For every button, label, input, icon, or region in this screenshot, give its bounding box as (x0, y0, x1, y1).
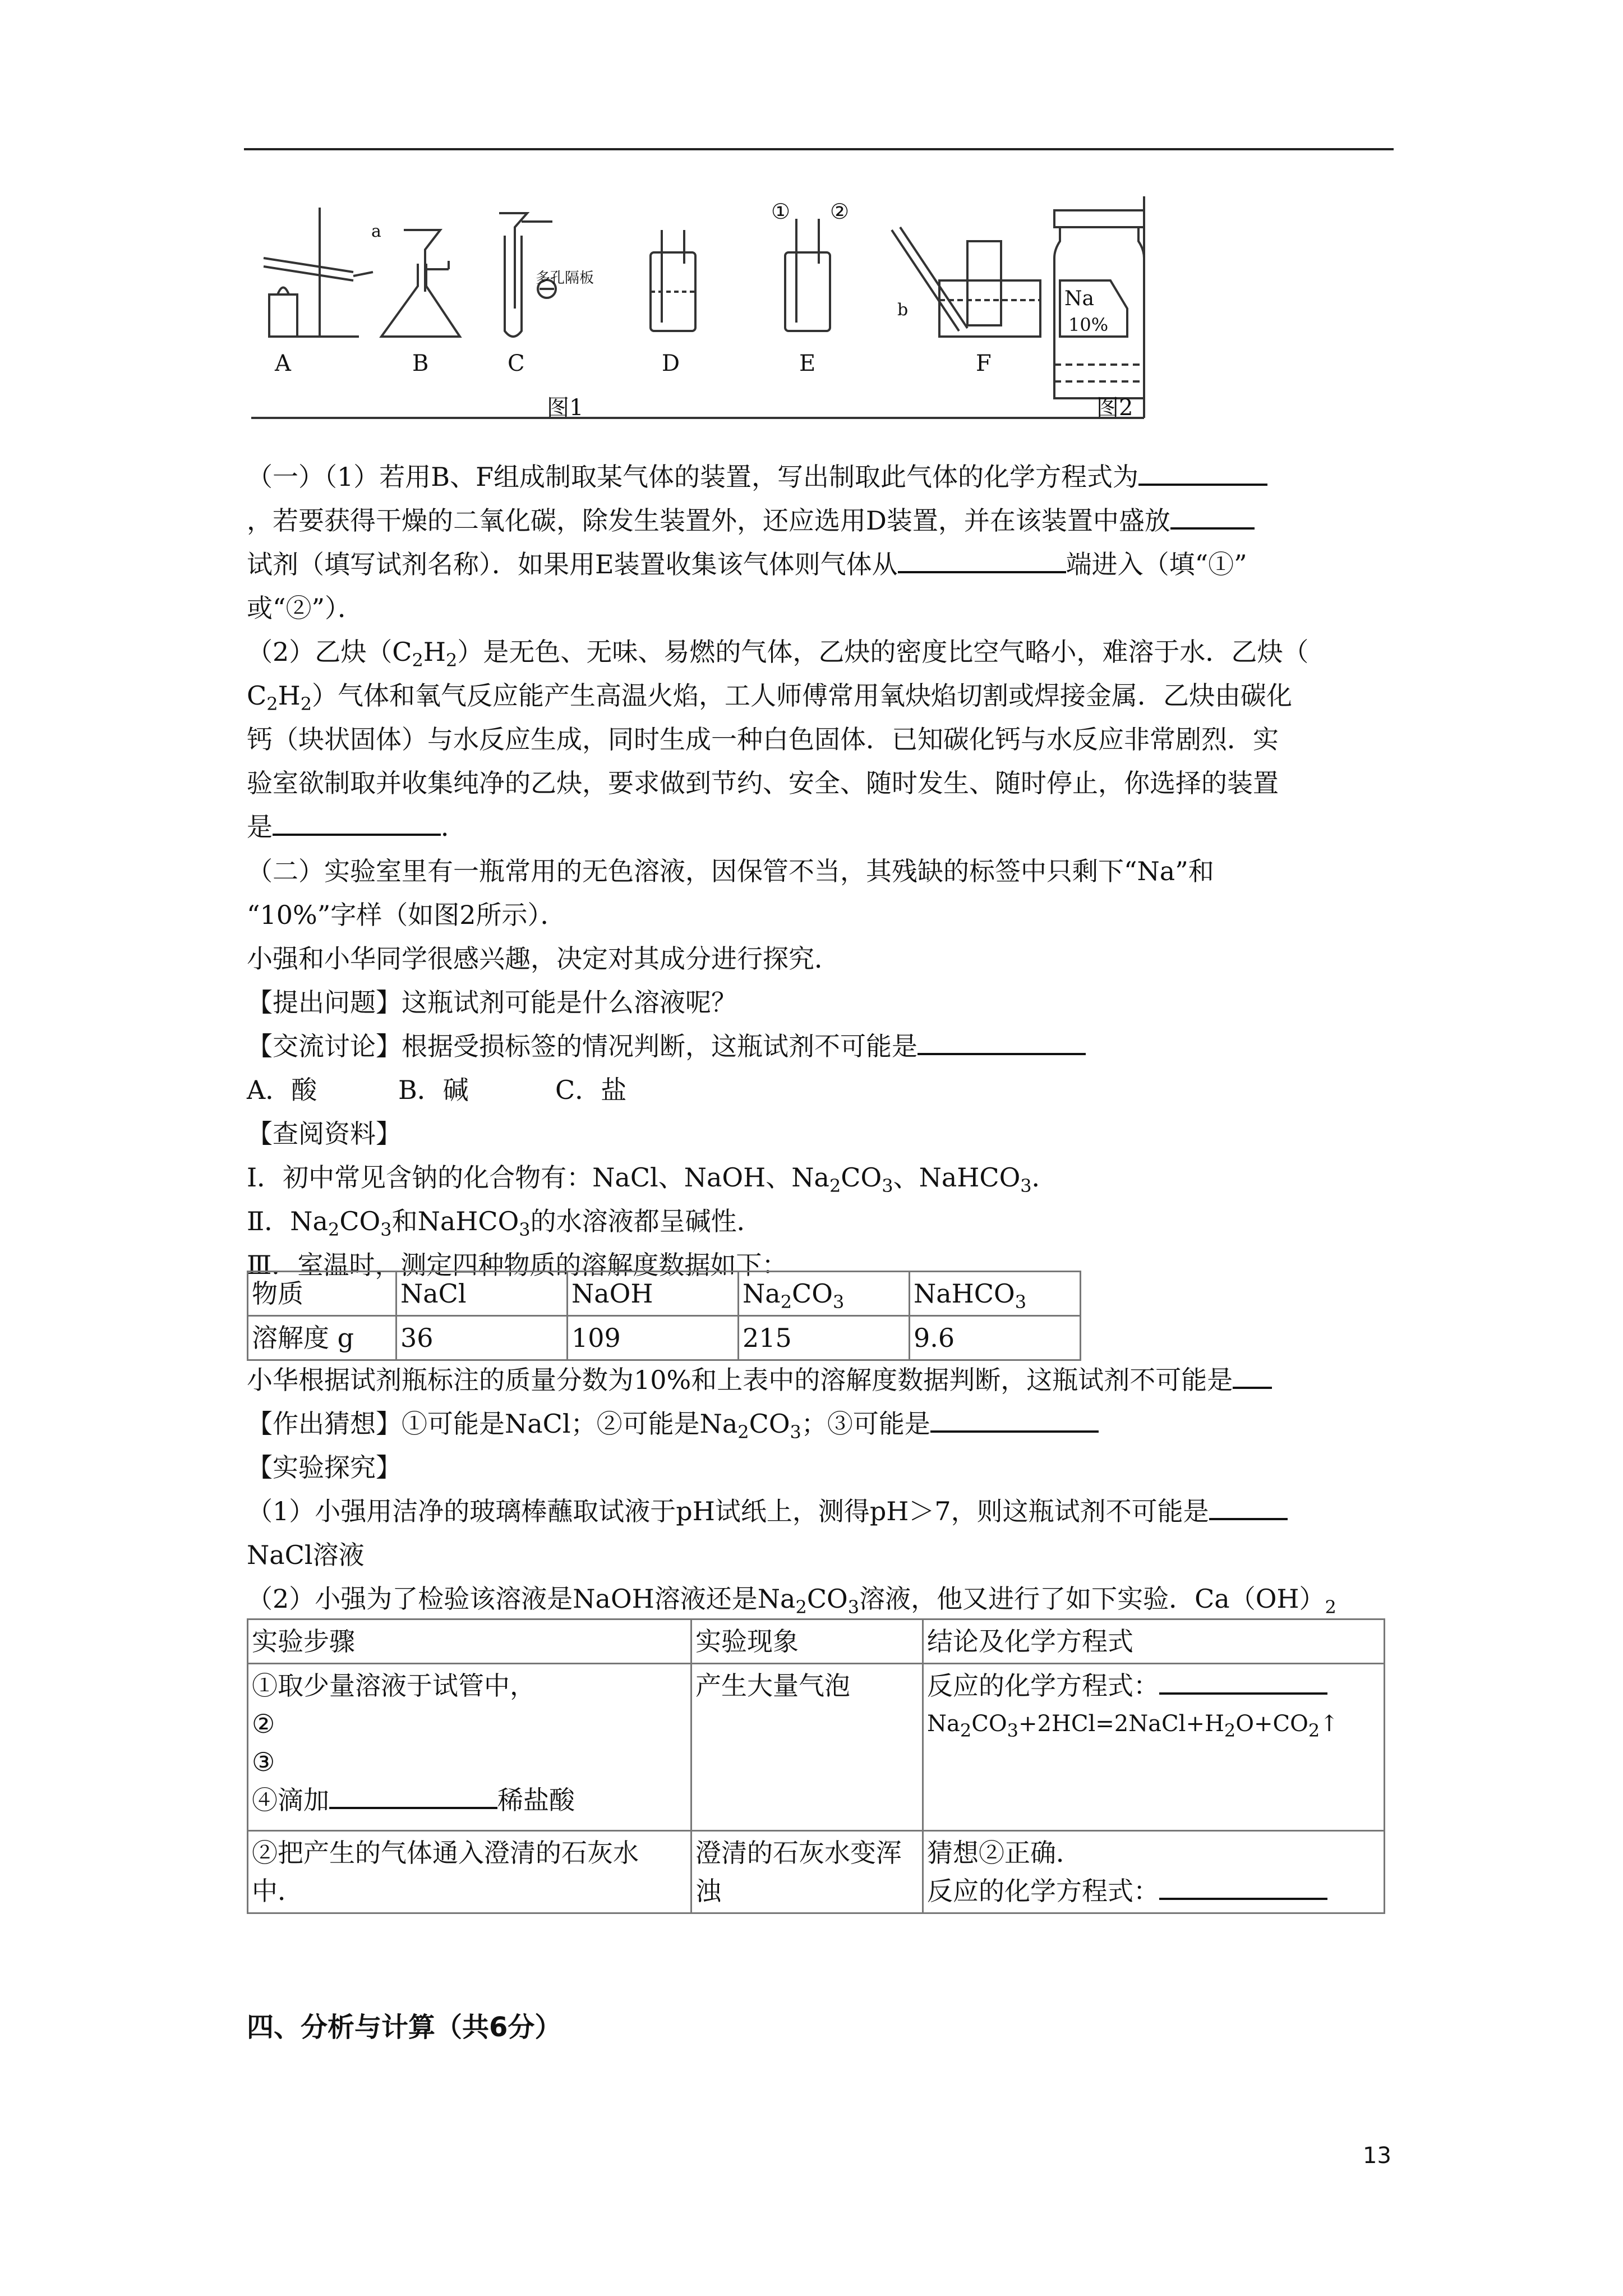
label-f: F (976, 351, 992, 376)
table-row (248, 1316, 1081, 1360)
info2b: CO (339, 1206, 381, 1236)
conclusion-1: 反应的化学方程式： (927, 1671, 1159, 1701)
section-four-heading: 四、分析与计算（共6分） (247, 2012, 562, 2043)
sub: 3 (380, 1219, 392, 1240)
step-4b: 稀盐酸 (497, 1785, 575, 1815)
answer-blank-eq2[interactable] (1159, 1875, 1327, 1900)
answer-blank-guess[interactable] (930, 1408, 1099, 1433)
eq-part: CO (971, 1711, 1007, 1737)
sub: 2 (1308, 1720, 1320, 1741)
step-4a: ④滴加 (252, 1785, 329, 1815)
apparatus-e (785, 219, 830, 331)
sub: 2 (829, 1175, 841, 1197)
q2-line2c: ）气体和氧气反应能产生高温火焰，工人师傅常用氧炔焰切割或焊接金属．乙炔由碳化 (312, 680, 1293, 711)
conclusion-r2-2: 反应的化学方程式： (927, 1876, 1159, 1906)
discussion: 【交流讨论】根据受损标签的情况判断，这瓶试剂不可能是 (247, 1031, 917, 1061)
intro-line3: 小强和小华同学很感兴趣，决定对其成分进行探究． (247, 944, 840, 974)
label-c: C (508, 351, 525, 376)
sub: 3 (832, 1291, 845, 1313)
sub: 3 (790, 1421, 801, 1443)
table-cell (248, 1831, 691, 1913)
cell-text: Na (743, 1278, 781, 1309)
porous-plate-label: 多孔隔板 (536, 270, 594, 287)
answer-blank-eq1[interactable] (1159, 1670, 1327, 1695)
apparatus-figure (247, 196, 1161, 426)
bottle-na-label: Na (1064, 287, 1094, 310)
sub: 2 (266, 693, 278, 715)
solubility-table (247, 1271, 1081, 1361)
marker-a: a (371, 222, 381, 241)
q2-line5-end: ． (441, 812, 467, 842)
label-e: E (799, 351, 816, 376)
answer-blank-equation[interactable] (1138, 461, 1267, 486)
q1-line3: 试剂（填写试剂名称）．如果用E装置收集该气体则气体从 (247, 549, 898, 579)
sub: 3 (519, 1219, 531, 1240)
table-cell (923, 1664, 1385, 1831)
sub: 2 (445, 650, 458, 671)
table-cell: 215 (739, 1316, 910, 1360)
apparatus-b (381, 230, 460, 337)
obs-r2-2: 浊 (695, 1876, 721, 1906)
q1-line2: ，若要获得干燥的二氧化碳，除发生装置外，还应选用D装置，并在该装置中盛放 (247, 505, 1170, 536)
port-1-label: ① (771, 199, 791, 224)
sub: 2 (1325, 1596, 1336, 1618)
sub: 3 (1020, 1175, 1032, 1197)
table-row (248, 1664, 1385, 1831)
q2-line5: 是 (247, 812, 273, 842)
table-header: 实验现象 (691, 1619, 923, 1664)
sub: 2 (328, 1219, 340, 1240)
cell-text: NaHCO (914, 1278, 1015, 1309)
table-cell: 9.6 (910, 1316, 1081, 1360)
option-a: A．酸 (247, 1075, 317, 1105)
q1-line3-end: 端进入（填“①” (1066, 549, 1247, 579)
lookup-heading: 【查阅资料】 (247, 1119, 402, 1149)
table-cell: 109 (568, 1316, 739, 1360)
part-two (247, 852, 1396, 1289)
apparatus-d (651, 230, 695, 331)
table-cell: 36 (396, 1316, 568, 1360)
info1c: 、NaHCO (893, 1162, 1021, 1193)
fig2-caption: 图2 (1096, 395, 1133, 421)
q2-line2a: C (247, 680, 267, 711)
cell-text: CO (792, 1278, 833, 1309)
answer-blank-drop[interactable] (329, 1784, 497, 1809)
intro-line1: （二）实验室里有一瓶常用的无色溶液，因保管不当，其残缺的标签中只剩下“Na”和 (247, 856, 1214, 886)
q2-line4: 验室欲制取并收集纯净的乙炔，要求做到节约、安全、随时发生、随时停止，你选择的装置 (247, 768, 1279, 798)
apparatus-svg (247, 196, 1161, 426)
guess-c: ；③可能是 (801, 1409, 930, 1439)
apparatus-a (264, 208, 373, 337)
judge-line: 小华根据试剂瓶标注的质量分数为10%和上表中的溶解度数据判断，这瓶试剂不可能是 (247, 1365, 1233, 1395)
sub: 3 (1015, 1291, 1027, 1313)
table-cell: NaCl (396, 1272, 568, 1316)
marker-b: b (897, 300, 909, 320)
table-row (248, 1619, 1385, 1664)
label-b: B (412, 351, 429, 376)
option-c: C．盐 (555, 1075, 627, 1105)
bottle-pct-label: 10% (1068, 314, 1109, 335)
table-row (248, 1272, 1081, 1316)
guess-b: CO (749, 1409, 790, 1439)
step-2: ② (252, 1709, 275, 1739)
table-cell: 产生大量气泡 (691, 1664, 923, 1831)
q2-line1a: （2）乙炔（C (247, 637, 412, 667)
sub: 2 (780, 1291, 792, 1313)
answer-blank-port[interactable] (898, 549, 1066, 573)
sub: 2 (960, 1720, 972, 1741)
intro-line2: “10%”字样（如图2所示）． (247, 900, 566, 930)
table-cell (910, 1272, 1081, 1316)
ask-question: 【提出问题】这瓶试剂可能是什么溶液呢？ (247, 987, 737, 1018)
sub: 2 (1224, 1720, 1236, 1741)
q2-line3: 钙（块状固体）与水反应生成，同时生成一种白色固体．已知碳化钙与水反应非常剧烈．实 (247, 724, 1279, 754)
label-d: D (662, 351, 680, 376)
guess-line: 【作出猜想】①可能是NaCl；②可能是Na (247, 1409, 738, 1439)
page-number: 13 (1363, 2143, 1391, 2169)
explore-1b: NaCl溶液 (247, 1540, 365, 1570)
part-one (247, 457, 1396, 851)
table-cell: NaOH (568, 1272, 739, 1316)
step-3: ③ (252, 1747, 275, 1777)
q1-line1: （一）（1）若用B、F组成制取某气体的装置，写出制取此气体的化学方程式为 (247, 462, 1138, 492)
eq-part: Na (927, 1711, 960, 1737)
label-a: A (275, 351, 291, 376)
apparatus-f (892, 227, 1040, 337)
table-cell (691, 1831, 923, 1913)
q2-line1c: ）是无色、无味、易燃的气体，乙炔的密度比空气略小，难溶于水．乙炔（ (457, 637, 1309, 667)
answer-blank-discussion[interactable] (917, 1030, 1086, 1055)
explore-heading: 【实验探究】 (247, 1452, 402, 1483)
experiment-table (247, 1618, 1385, 1914)
info2: Ⅱ．Na (247, 1206, 328, 1236)
option-b: B．碱 (398, 1075, 469, 1105)
info1d: ． (1031, 1162, 1058, 1193)
table-cell: 溶解度 g (248, 1316, 396, 1360)
explore-2b: CO (806, 1584, 848, 1614)
info2c: 和NaHCO (391, 1206, 519, 1236)
header-rule (244, 148, 1394, 150)
info1b: CO (841, 1162, 882, 1193)
explore-2: （2）小强为了检验该溶液是NaOH溶液还是Na (247, 1584, 796, 1614)
sub: 2 (737, 1421, 749, 1443)
fig1-caption: 图1 (547, 395, 584, 421)
step-1: ①取少量溶液于试管中， (252, 1671, 536, 1701)
table-row (248, 1831, 1385, 1913)
q2-line2b: H (278, 680, 301, 711)
table-cell (923, 1831, 1385, 1913)
sub: 2 (300, 693, 312, 715)
sub: 3 (1007, 1720, 1018, 1741)
answer-blank-reagent[interactable] (1170, 505, 1255, 530)
port-2-label: ② (830, 199, 850, 224)
q1-line4: 或“②”）． (247, 593, 364, 623)
answer-blank-judge[interactable] (1233, 1364, 1272, 1389)
table-header: 结论及化学方程式 (923, 1619, 1385, 1664)
eq-part: O+CO (1235, 1711, 1308, 1737)
sub: 2 (795, 1596, 807, 1618)
part-three (247, 1360, 1396, 1623)
answer-blank-ph[interactable] (1209, 1496, 1288, 1520)
sub: 3 (847, 1596, 860, 1618)
sub: 2 (412, 650, 423, 671)
table-cell (248, 1664, 691, 1831)
step-r2-1: ②把产生的气体通入澄清的石灰水 (252, 1838, 639, 1868)
table-cell (739, 1272, 910, 1316)
eq-part: +2HCl=2NaCl+H (1018, 1711, 1224, 1737)
q2-line1b: H (423, 637, 446, 667)
eq-part: ↑ (1320, 1711, 1339, 1737)
info3: Ⅲ．室温时，测定四种物质的溶解度数据如下： (247, 1250, 788, 1280)
table-cell: 物质 (248, 1272, 396, 1316)
sub: 3 (882, 1175, 893, 1197)
explore-1: （1）小强用洁净的玻璃棒蘸取试液于pH试纸上，测得pH＞7，则这瓶试剂不可能是 (247, 1496, 1209, 1526)
obs-r2-1: 澄清的石灰水变浑 (695, 1838, 902, 1868)
info2d: 的水溶液都呈碱性． (530, 1206, 763, 1236)
conclusion-r2-1: 猜想②正确． (927, 1838, 1082, 1868)
info1: Ⅰ．初中常见含钠的化合物有：NaCl、NaOH、Na (247, 1162, 829, 1193)
explore-2c: 溶液，他又进行了如下实验．Ca（OH） (859, 1584, 1325, 1614)
step-r2-2: 中． (252, 1876, 303, 1906)
table-header: 实验步骤 (248, 1619, 691, 1664)
answer-blank-apparatus[interactable] (273, 811, 441, 836)
